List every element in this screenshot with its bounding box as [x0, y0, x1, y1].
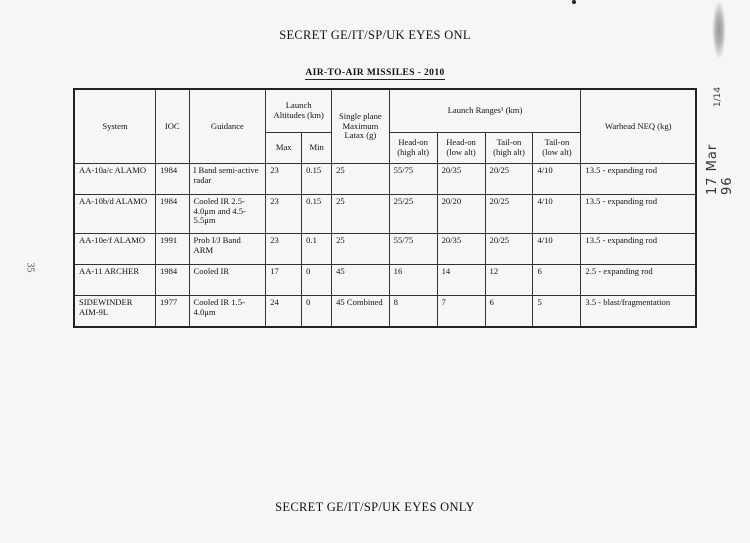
- missiles-table: [73, 88, 697, 328]
- cell-warhead: 3.5 - blast/fragmentation: [581, 296, 696, 328]
- cell-head-on-low: 14: [437, 265, 485, 296]
- cell-guidance: I Band semi-active radar: [189, 164, 266, 195]
- header-max: Max: [266, 133, 302, 164]
- document-title: [0, 68, 750, 78]
- cell-guidance: Prob I/J Band ARM: [189, 234, 266, 265]
- cell-ioc: 1984: [155, 195, 189, 234]
- cell-guidance: Cooled IR 2.5-4.0μm and 4.5-5.5μm: [189, 195, 266, 234]
- cell-ioc: 1984: [155, 164, 189, 195]
- header-guidance: Guidance: [189, 89, 266, 164]
- cell-tail-on-high: 20/25: [485, 195, 533, 234]
- cell-system: AA-11 ARCHER: [74, 265, 155, 296]
- cell-ioc: 1977: [155, 296, 189, 328]
- cell-system: AA-10b/d ALAMO: [74, 195, 155, 234]
- title-text: AIR-TO-AIR MISSILES - 2010: [305, 68, 445, 78]
- cell-latax: 25: [332, 195, 390, 234]
- cell-max: 23: [266, 164, 302, 195]
- cell-system: SIDEWINDER AIM-9L: [74, 296, 155, 328]
- header-launch-altitudes: Launch Altitudes (km): [266, 89, 332, 133]
- header-min: Min: [302, 133, 332, 164]
- cell-head-on-low: 7: [437, 296, 485, 328]
- cell-tail-on-high: 20/25: [485, 164, 533, 195]
- table-row: [74, 265, 696, 296]
- cell-warhead: 2.5 - expanding rod: [581, 265, 696, 296]
- cell-ioc: 1984: [155, 265, 189, 296]
- cell-tail-on-high: 6: [485, 296, 533, 328]
- cell-latax: 45 Combined: [332, 296, 390, 328]
- cell-system: AA-10a/c ALAMO: [74, 164, 155, 195]
- cell-min: 0.15: [302, 164, 332, 195]
- table-row: [74, 234, 696, 265]
- cell-head-on-high: 55/75: [389, 234, 437, 265]
- header-head-on-high: Head-on (high alt): [389, 133, 437, 164]
- cell-min: 0.1: [302, 234, 332, 265]
- table-row: [74, 164, 696, 195]
- header-tail-on-high: Tail-on (high alt): [485, 133, 533, 164]
- cell-latax: 45: [332, 265, 390, 296]
- header-launch-ranges: Launch Ranges¹ (km): [389, 89, 581, 133]
- cell-tail-on-high: 12: [485, 265, 533, 296]
- cell-head-on-high: 16: [389, 265, 437, 296]
- cell-head-on-high: 8: [389, 296, 437, 328]
- cell-warhead: 13.5 - expanding rod: [581, 164, 696, 195]
- cell-tail-on-high: 20/25: [485, 234, 533, 265]
- header-head-on-low: Head-on (low alt): [437, 133, 485, 164]
- header-ioc: IOC: [155, 89, 189, 164]
- cell-head-on-low: 20/35: [437, 164, 485, 195]
- cell-min: 0.15: [302, 195, 332, 234]
- header-warhead: Warhead NEQ (kg): [581, 89, 696, 164]
- cell-min: 0: [302, 265, 332, 296]
- table-row: [74, 296, 696, 328]
- cell-latax: 25: [332, 164, 390, 195]
- cell-warhead: 13.5 - expanding rod: [581, 234, 696, 265]
- margin-page-number: 35: [24, 262, 36, 273]
- table-row: [74, 195, 696, 234]
- cell-tail-on-low: 5: [533, 296, 581, 328]
- ink-dot: [572, 0, 576, 4]
- cell-head-on-high: 55/75: [389, 164, 437, 195]
- cell-tail-on-low: 4/10: [533, 164, 581, 195]
- cell-max: 23: [266, 195, 302, 234]
- header-row-1: [74, 89, 696, 133]
- cell-guidance: Cooled IR 1.5-4.0μm: [189, 296, 266, 328]
- header-latax: Single plane Maximum Latax (g): [332, 89, 390, 164]
- cell-ioc: 1991: [155, 234, 189, 265]
- cell-head-on-high: 25/25: [389, 195, 437, 234]
- header-classification: SECRET GE/IT/SP/UK EYES ONL: [279, 28, 471, 42]
- cell-system: AA-10e/f ALAMO: [74, 234, 155, 265]
- cell-head-on-low: 20/35: [437, 234, 485, 265]
- margin-note: 1/14: [713, 86, 724, 108]
- cell-tail-on-low: 6: [533, 265, 581, 296]
- cell-latax: 25: [332, 234, 390, 265]
- cell-warhead: 13.5 - expanding rod: [581, 195, 696, 234]
- footer-classification: SECRET GE/IT/SP/UK EYES ONLY: [275, 500, 475, 514]
- header-system: System: [74, 89, 155, 164]
- cell-tail-on-low: 4/10: [533, 234, 581, 265]
- margin-handwriting: 17 Mar 96: [705, 143, 735, 195]
- cell-tail-on-low: 4/10: [533, 195, 581, 234]
- cell-guidance: Cooled IR: [189, 265, 266, 296]
- cell-max: 23: [266, 234, 302, 265]
- cell-max: 17: [266, 265, 302, 296]
- cell-max: 24: [266, 296, 302, 328]
- header-tail-on-low: Tail-on (low alt): [533, 133, 581, 164]
- cell-head-on-low: 20/20: [437, 195, 485, 234]
- cell-min: 0: [302, 296, 332, 328]
